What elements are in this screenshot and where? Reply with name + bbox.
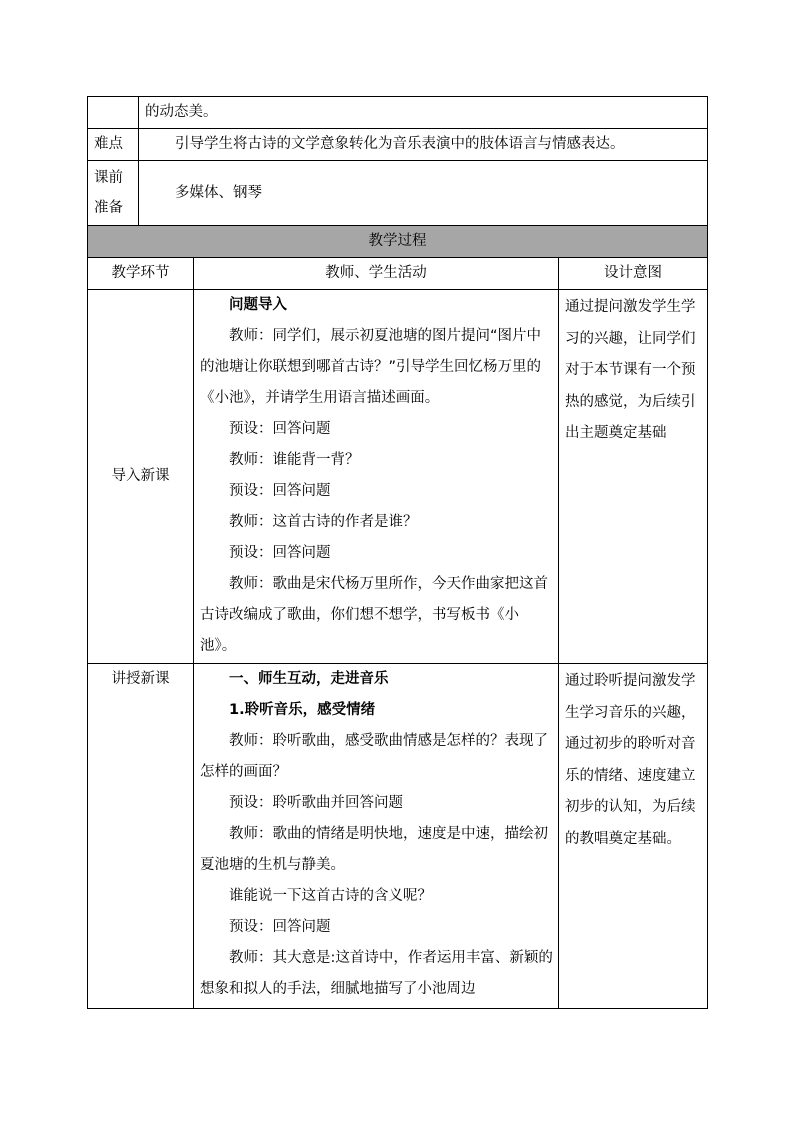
teaching-heading-1: 一、师生互动，走进音乐 (229, 671, 389, 687)
teaching-activity-cell (194, 664, 559, 1009)
difficulty-label: 难点 (88, 129, 139, 161)
intro-intent: 通过提问激发学生学习的兴趣，让同学们对于本节课有一个预热的感觉，为后续引出主题奠定基础 (559, 290, 708, 664)
teaching-line: 谁能说一下这首古诗的含义呢？ (229, 888, 432, 904)
column-header-stage: 教学环节 (88, 258, 194, 290)
teaching-line: 预设：回答问题 (229, 919, 331, 935)
column-header-row (88, 258, 708, 290)
difficulty-text: 引导学生将古诗的文学意象转化为音乐表演中的肢体语言与情感表达。 (139, 129, 708, 161)
intro-line: 预设：回答问题 (229, 545, 331, 561)
intro-activity-cell (194, 290, 559, 664)
section-intro-row (88, 290, 708, 664)
teaching-heading-2: 1.聆听音乐，感受情绪 (229, 702, 376, 718)
preparation-label-line2: 准备 (94, 200, 123, 216)
intro-line: 教师：谁能背一背？ (229, 452, 360, 468)
stage-teaching: 讲授新课 (88, 664, 194, 1009)
difficulty-row (88, 129, 708, 161)
preparation-text: 多媒体、钢琴 (139, 161, 708, 226)
column-header-intent: 设计意图 (559, 258, 708, 290)
intro-line: 预设：回答问题 (229, 421, 331, 437)
objective-continuation-text: 的动态美。 (139, 97, 708, 129)
process-title-row (88, 226, 708, 258)
intro-line: 教师：歌曲是宋代杨万里所作，今天作曲家把这首古诗改编成了歌曲，你们想不想学，书写板书《小池》。 (200, 576, 548, 654)
teaching-line: 教师：歌曲的情绪是明快地，速度是中速，描绘初夏池塘的生机与静美。 (200, 826, 548, 873)
teaching-intent: 通过聆听提问激发学生学习音乐的兴趣，通过初步的聆听对音乐的情绪、速度建立初步的认知，为后续的教唱奠定基础。 (559, 664, 708, 1009)
preparation-row (88, 161, 708, 226)
column-header-activity: 教师、学生活动 (194, 258, 559, 290)
empty-label-cell (88, 97, 139, 129)
lesson-plan-table (87, 96, 708, 1009)
teaching-line: 预设：聆听歌曲并回答问题 (229, 795, 403, 811)
section-teaching-row (88, 664, 708, 1009)
intro-line: 教师：这首古诗的作者是谁？ (229, 514, 418, 530)
dynamic-beauty-row (88, 97, 708, 129)
process-title: 教学过程 (88, 226, 708, 258)
intro-heading: 问题导入 (229, 297, 287, 313)
teaching-line: 教师：其大意是:这首诗中，作者运用丰富、新颖的想象和拟人的手法，细腻地描写了小池周边 (200, 950, 553, 997)
stage-intro: 导入新课 (88, 290, 194, 664)
intro-line: 教师：同学们，展示初夏池塘的图片提问“图片中的池塘让你联想到哪首古诗？”引导学生回忆杨万里的《小池》，并请学生用语言描述画面。 (200, 328, 542, 406)
teaching-line: 教师：聆听歌曲，感受歌曲情感是怎样的？表现了怎样的画面？ (200, 733, 548, 780)
preparation-label (88, 161, 139, 226)
intro-line: 预设：回答问题 (229, 483, 331, 499)
preparation-label-line1: 课前 (94, 170, 123, 186)
